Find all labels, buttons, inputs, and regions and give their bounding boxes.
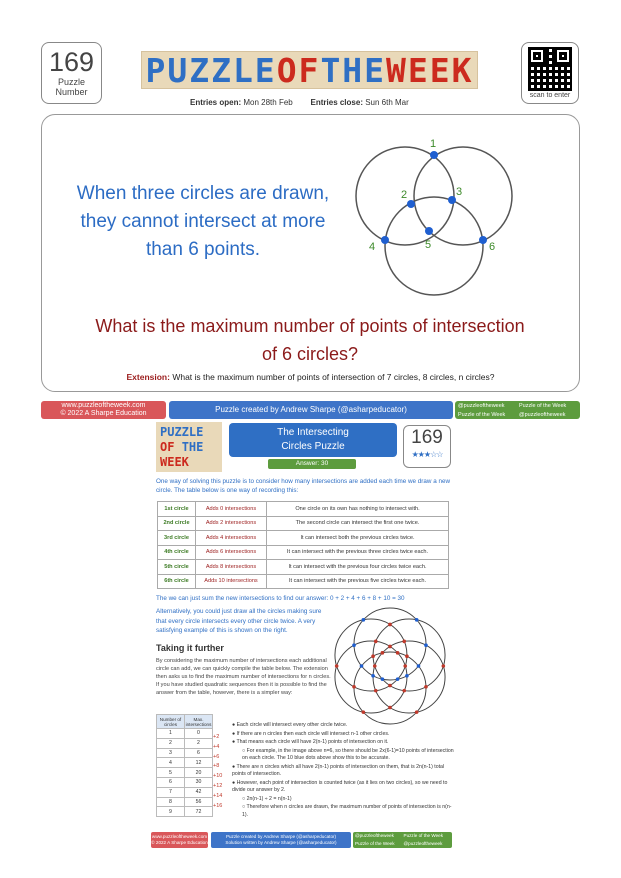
qr-code-box[interactable] <box>521 42 579 104</box>
table-cell: Adds 6 intersections <box>196 545 267 560</box>
table-row <box>157 787 213 797</box>
number-label: Number <box>55 87 88 97</box>
intersection-point <box>402 689 406 693</box>
difference-label: +12 <box>213 782 223 789</box>
qr-code-icon[interactable] <box>528 47 572 91</box>
entries-dates: Entries open: Mon 28th Feb Entries close: Sun 6th Mar <box>190 98 409 107</box>
intersection-point <box>403 664 407 668</box>
intersection-point <box>371 674 375 678</box>
facebook-link[interactable]: Puzzle of the Week <box>403 833 443 838</box>
intersection-point <box>381 677 385 681</box>
table-cell: Adds 10 intersections <box>196 574 267 589</box>
intersection-point <box>388 645 392 649</box>
table-row <box>157 748 213 758</box>
footer-website[interactable]: www.puzzleoftheweek.com © 2022 A Sharpe Education <box>151 832 208 848</box>
difference-label: +2 <box>213 734 220 740</box>
table-row <box>157 768 213 778</box>
youtube-link[interactable]: Puzzle of the Week <box>355 841 395 846</box>
intersection-point <box>402 640 406 644</box>
table-cell: 72 <box>185 807 213 817</box>
table-cell: 6 <box>185 748 213 758</box>
three-circles-diagram <box>355 134 515 304</box>
table-cell: 1st circle <box>158 502 196 517</box>
intersection-point <box>374 689 378 693</box>
intersection-point <box>415 710 419 714</box>
label-5: 5 <box>425 239 432 251</box>
intersection-point <box>360 664 364 668</box>
difference-label: +8 <box>213 763 220 770</box>
intersection-point <box>388 623 392 627</box>
table-cell: 9 <box>157 807 185 817</box>
footer-credits: Puzzle created by Andrew Sharpe (@asharpeducator) Solution written by Andrew Sharpe (@asharpeducator) <box>211 832 351 848</box>
further-title: Taking it further <box>156 643 224 653</box>
table-row <box>157 797 213 807</box>
intersection-point <box>373 664 377 668</box>
additions-table <box>157 501 449 589</box>
table-cell: 42 <box>185 787 213 797</box>
difference-label: +10 <box>213 773 223 780</box>
table-row <box>157 758 213 768</box>
seq-header-circles: Number of circles <box>157 715 185 729</box>
intersection-point <box>396 677 400 681</box>
circle-c <box>385 197 483 295</box>
intersection-point <box>442 664 446 668</box>
table-cell: 6th circle <box>158 574 196 589</box>
intersection-point <box>362 710 366 714</box>
table-row <box>158 574 449 589</box>
solution-number-box: 169 ★★★☆☆ <box>403 425 451 468</box>
table-cell: 8 <box>157 797 185 807</box>
intersection-point <box>415 618 419 622</box>
table-cell: Adds 2 intersections <box>196 516 267 531</box>
table-cell: 12 <box>185 758 213 768</box>
difference-label: +16 <box>213 802 223 809</box>
table-row <box>158 545 449 560</box>
puzzle-intro: When three circles are drawn, they cannot intersect at more than 6 points. <box>76 183 330 260</box>
intersection-point <box>374 640 378 644</box>
solution-title: The Intersecting Circles Puzzle <box>229 423 397 457</box>
intersection-point <box>405 654 409 658</box>
sub-bullet: ○ For example, in the image above n=6, so there should be 2x(6-1)=10 points of intersection on each circle. The 10 blue dots above show this to be accurate. <box>242 747 454 761</box>
table-cell: 20 <box>185 768 213 778</box>
bullet: ● Each circle will intersect every other circle twice. <box>232 722 348 728</box>
point-6 <box>479 236 487 244</box>
table-cell: It can intersect with the previous five circles twice each. <box>267 574 449 589</box>
bullet: ● There are n circles which all have 2(n-1) points of intersection on them, that is 2n(n-1) total points of intersection. <box>232 763 445 777</box>
intersection-point <box>417 664 421 668</box>
solution-intro: One way of solving this puzzle is to consider how many intersections are added each time we draw a new circle. The table below is one way of recording this: <box>156 478 451 494</box>
instagram-link[interactable]: @puzzleoftheweek <box>519 411 566 418</box>
six-circles-diagram <box>330 606 450 726</box>
table-cell: 6 <box>157 777 185 787</box>
puzzle-number-box <box>41 42 102 104</box>
qr-label: scan to enter <box>529 92 571 99</box>
table-cell: 3rd circle <box>158 531 196 546</box>
intersection-point <box>335 664 339 668</box>
sequence-differences <box>213 733 222 811</box>
twitter-link[interactable]: @puzzleoftheweek <box>458 402 505 409</box>
social-banner[interactable] <box>455 401 580 419</box>
table-row <box>157 729 213 739</box>
table-cell: 3 <box>157 748 185 758</box>
youtube-link[interactable]: Puzzle of the Week <box>458 411 506 418</box>
intersection-point <box>381 651 385 655</box>
sum-text: The we can just sum the new intersections to find our answer: 0 + 2 + 4 + 6 + 8 + 10 = 30 <box>156 595 405 602</box>
point-3 <box>448 196 456 204</box>
table-cell: It can intersect with the previous four circles twice each. <box>267 560 449 575</box>
table-row <box>158 560 449 575</box>
puzzle-question: What is the maximum number of points of intersection of 6 circles? <box>95 316 525 364</box>
facebook-link[interactable]: Puzzle of the Week <box>519 402 567 409</box>
bullet: ● That means each circle will have 2(n-1) points of intersection on it. <box>232 739 389 745</box>
table-row <box>157 807 213 817</box>
intersection-point <box>362 618 366 622</box>
intersection-point <box>352 685 356 689</box>
table-cell: 7 <box>157 787 185 797</box>
intersection-point <box>371 654 375 658</box>
difference-label: +4 <box>213 743 220 750</box>
label-2: 2 <box>401 189 408 201</box>
table-cell: Adds 8 intersections <box>196 560 267 575</box>
table-cell: 2 <box>157 738 185 748</box>
table-row <box>158 516 449 531</box>
difference-label: +6 <box>213 753 220 760</box>
sequence-table <box>156 714 213 817</box>
difference-label: +14 <box>213 792 223 799</box>
explanation-bullets <box>232 722 457 820</box>
instagram-link[interactable]: @puzzleoftheweek <box>403 841 443 846</box>
further-text: By considering the maximum number of intersections each additional circle can add, we can quickly compile the table below. The extension then asks us to find the maximum number of intersections for n circles. If you have studied quadratic sequences then it is possible to find the answer from the table, however, there is a simpler way: <box>156 658 331 696</box>
table-cell: 1 <box>157 729 185 739</box>
bullet: ● However, each point of intersection is counted twice (as it lies on two circles), so we need to divide our answer by 2. <box>232 779 448 793</box>
table-cell: The second circle can intersect the first one twice. <box>267 516 449 531</box>
bullet: ● If there are n circles then each circle will intersect n-1 other circles. <box>232 730 390 737</box>
intersection-point <box>396 651 400 655</box>
extension: Extension: What is the maximum number of points of intersection of 7 circles, 8 circles, n circles? <box>126 372 495 382</box>
puzzle-label: Puzzle <box>57 77 85 87</box>
table-row <box>158 502 449 517</box>
intersection-point <box>352 643 356 647</box>
label-1: 1 <box>430 138 437 150</box>
point-4 <box>381 236 389 244</box>
intersection-point <box>405 674 409 678</box>
table-row <box>157 738 213 748</box>
table-cell: It can intersect with the previous three circles twice each. <box>267 545 449 560</box>
table-cell: 4th circle <box>158 545 196 560</box>
table-cell: 2 <box>185 738 213 748</box>
label-4: 4 <box>369 241 376 253</box>
puzzle-number: 169 <box>48 47 95 77</box>
intersection-point <box>424 643 428 647</box>
point-5 <box>425 227 433 235</box>
table-cell: 0 <box>185 729 213 739</box>
footer-social[interactable] <box>353 832 452 848</box>
difficulty-stars: ★★★☆☆ <box>411 450 443 459</box>
solution-logo: PUZZLE OF THE WEEK <box>156 422 222 472</box>
table-row <box>158 531 449 546</box>
table-cell: 4 <box>157 758 185 768</box>
answer-badge: Answer: 30 <box>268 459 356 469</box>
sub-bullet: ○ Therefore when n circles are drawn, the maximum number of points of intersection is n(n-1). <box>242 804 452 818</box>
seq-header-intersections: Max. intersections <box>185 716 212 727</box>
table-cell: 2nd circle <box>158 516 196 531</box>
intersection-point <box>388 684 392 688</box>
table-cell: 5th circle <box>158 560 196 575</box>
alternative-text: Alternatively, you could just draw all the circles making sure that every circle intersects every other circle twice. A very satisfying example of this is shown on the right. <box>156 608 322 634</box>
table-cell: Adds 0 intersections <box>196 502 267 517</box>
intersection-point <box>388 706 392 710</box>
table-cell: One circle on its own has nothing to intersect with. <box>267 502 449 517</box>
label-6: 6 <box>489 241 496 253</box>
credit-banner: Puzzle created by Andrew Sharpe (@asharpeducator) <box>169 401 453 419</box>
table-cell: 30 <box>185 777 213 787</box>
twitter-link[interactable]: @puzzleoftheweek <box>355 833 394 838</box>
table-cell: 56 <box>185 797 213 807</box>
table-cell: Adds 4 intersections <box>196 531 267 546</box>
website-banner[interactable]: www.puzzleoftheweek.com © 2022 A Sharpe Education <box>41 401 166 419</box>
table-row <box>157 777 213 787</box>
point-2 <box>407 200 415 208</box>
point-1 <box>430 151 438 159</box>
sub-bullet: ○ 2n(n-1) ÷ 2 = n(n-1) <box>242 795 292 802</box>
table-cell: It can intersect both the previous circles twice. <box>267 531 449 546</box>
puzzle-of-the-week-logo: PUZZLE OF THE WEEK <box>141 51 478 89</box>
intersection-point <box>424 685 428 689</box>
label-3: 3 <box>456 186 463 198</box>
table-cell: 5 <box>157 768 185 778</box>
